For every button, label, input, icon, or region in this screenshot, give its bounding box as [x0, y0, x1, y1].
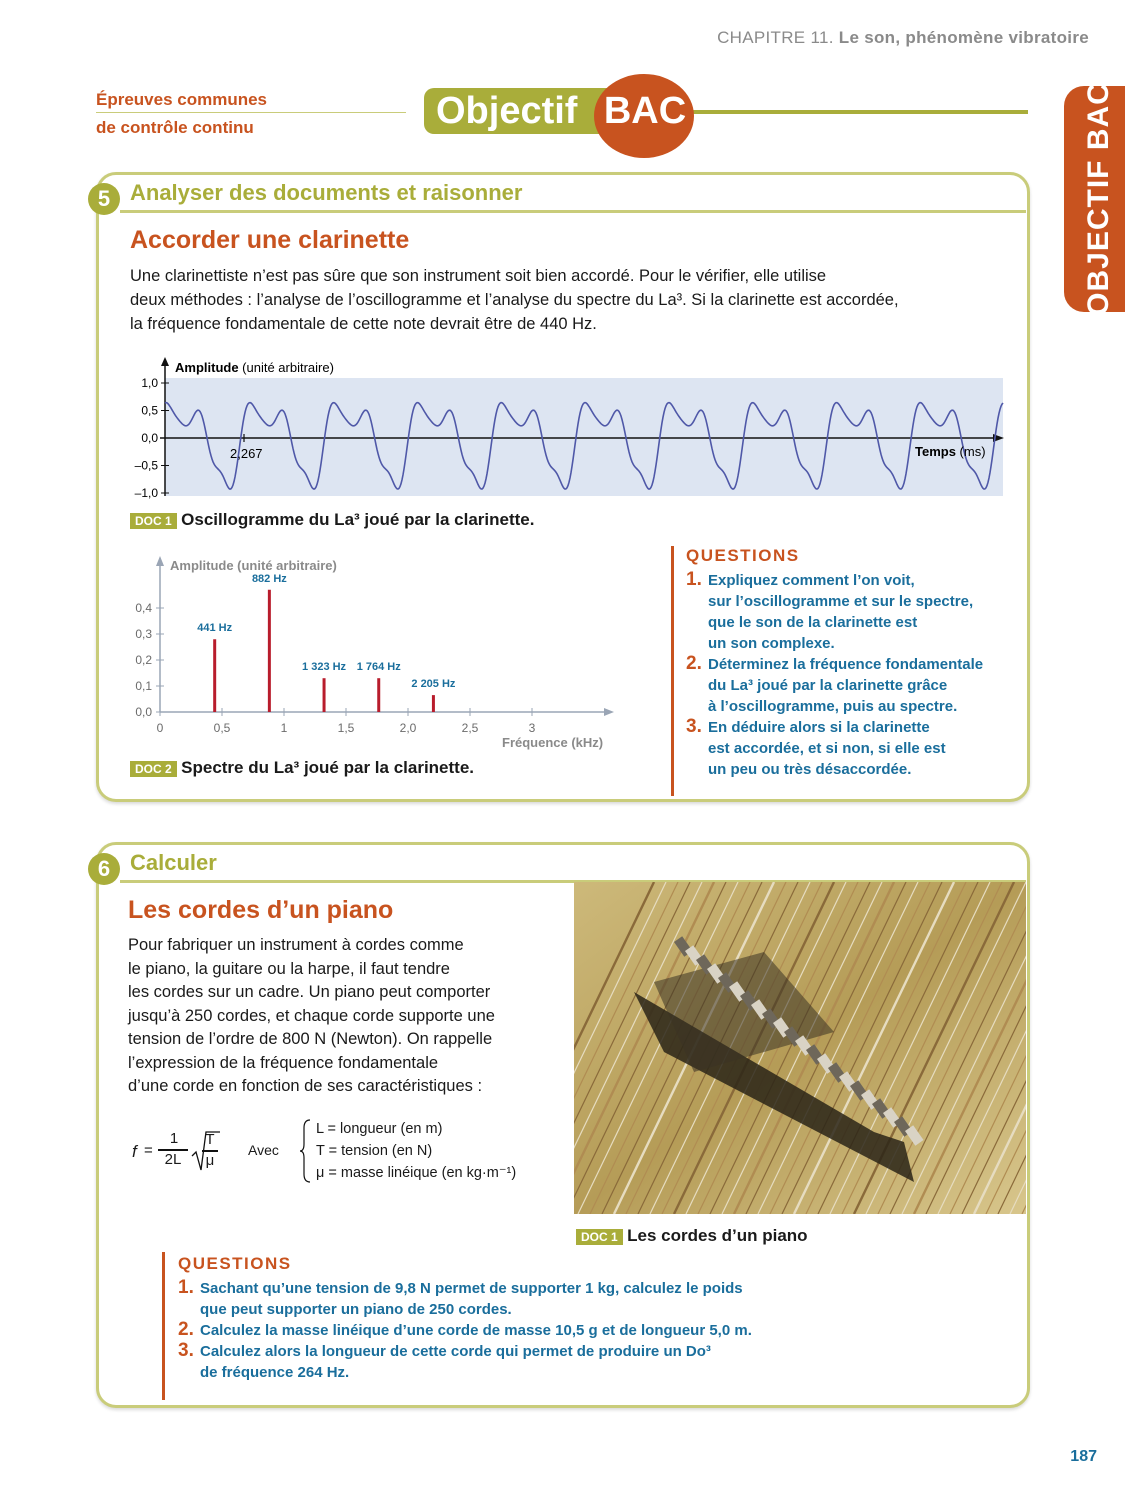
spectrum-bar-label: 1 323 Hz [302, 661, 347, 674]
question-number: 2. [686, 653, 702, 674]
y-tick-label: –0,5 [134, 458, 158, 473]
legend-line: L = longueur (en m) [316, 1121, 443, 1137]
side-tab-label: OBJECTIF BAC [1082, 82, 1115, 316]
question-number: 2. [178, 1319, 194, 1340]
x-tick-label: 1,5 [337, 721, 355, 735]
question-number: 1. [686, 569, 702, 590]
x-tick-label: 0,5 [213, 721, 231, 735]
spectrum-bars [197, 573, 456, 712]
y-tick-label: –1,0 [134, 486, 158, 500]
question-number: 1. [178, 1277, 194, 1298]
exercise-5-intro [130, 264, 1010, 336]
oscillogram-chart [120, 352, 1010, 502]
question-line: Calculez alors la longueur de cette corde qui permet de produire un Do³ [200, 1343, 711, 1360]
question-5-1 [686, 570, 1006, 654]
question-number: 3. [686, 716, 702, 737]
doc2-caption-row [130, 758, 474, 778]
question-line: de fréquence 264 Hz. [200, 1364, 350, 1381]
intro-line: Une clarinettiste n’est pas sûre que son instrument soit bien accordé. Pour le vérifier, elle utilise [130, 267, 827, 285]
formula-num: 1 [169, 1130, 179, 1147]
doc1-piano-caption: Les cordes d’un piano [627, 1226, 808, 1245]
question-line: un son complexe. [708, 635, 835, 652]
question-6-2 [178, 1320, 998, 1341]
exercise-5-heading: Analyser des documents et raisonner [130, 180, 523, 205]
y-tick-label: 1,0 [141, 376, 158, 390]
spectrum-bar-label: 441 Hz [197, 622, 233, 635]
spectrum-bar-label: 2 205 Hz [411, 678, 456, 691]
exercise-5-head-line [120, 210, 1026, 213]
question-line: Sachant qu’une tension de 9,8 N permet de supporter 1 kg, calculez le poids [200, 1280, 743, 1297]
formula-den: 2L [164, 1151, 182, 1168]
questions-6-list [178, 1278, 998, 1383]
x-tick-label: 2,0 [399, 721, 417, 735]
x-annotation: 2,267 [230, 446, 263, 461]
oscillogram-xlabel: Temps (ms) [915, 444, 986, 459]
intro-line: les cordes sur un cadre. Un piano peut comporter [128, 983, 491, 1001]
intro-line: Pour fabriquer un instrument à cordes comme [128, 936, 464, 954]
y-tick-label: 0,0 [141, 431, 158, 445]
legend-line: μ = masse linéique (en kg·m⁻¹) [316, 1165, 517, 1181]
formula-legend [316, 1118, 516, 1184]
intro-line: la fréquence fondamentale de cette note devrait être de 440 Hz. [130, 315, 597, 333]
side-tab-objectif-bac[interactable] [1064, 82, 1125, 316]
x-tick-label: 2,5 [461, 721, 479, 735]
bac-label: BAC [603, 90, 687, 132]
question-line: sur l’oscillogramme et sur le spectre, [708, 593, 974, 610]
epreuves-divider [96, 112, 406, 113]
question-line: Expliquez comment l’on voit, [708, 572, 915, 589]
page-number: 187 [1070, 1448, 1097, 1465]
exercise-6-number: 6 [88, 853, 120, 885]
exercise-5-title: Accorder une clarinette [130, 226, 410, 254]
spectrum-chart [126, 552, 626, 752]
y-tick-label: 0,4 [135, 601, 152, 615]
spectrum-bar-label: 1 764 Hz [356, 661, 401, 674]
doc1-caption: Oscillogramme du La³ joué par la clarinette. [181, 510, 535, 529]
doc1-tag: DOC 1 [130, 513, 177, 529]
doc1-piano-caption-row [576, 1226, 808, 1246]
question-line: que peut supporter un piano de 250 cordes. [200, 1301, 512, 1318]
question-5-2 [686, 654, 1006, 717]
questions-6-bar [162, 1252, 165, 1400]
question-line: un peu ou très désaccordée. [708, 761, 912, 778]
y-tick-label: 0,5 [141, 403, 158, 418]
intro-line: le piano, la guitare ou la harpe, il faut tendre [128, 959, 450, 978]
formula-f: f [132, 1142, 137, 1161]
intro-line: d’une corde en fonction de ses caractéristiques : [128, 1077, 483, 1095]
question-line: à l’oscillogramme, puis au spectre. [708, 698, 958, 715]
question-5-3 [686, 717, 1006, 780]
y-tick-label: 0,1 [135, 679, 152, 693]
question-6-3 [178, 1341, 998, 1383]
formula-sqrt-den: μ [205, 1152, 215, 1169]
exercise-6-title: Les cordes d’un piano [128, 896, 394, 924]
questions-5-bar [671, 546, 674, 796]
piano-strings-photo [574, 882, 1026, 1214]
doc2-caption: Spectre du La³ joué par la clarinette. [181, 758, 475, 777]
epreuves-line1: Épreuves communes [96, 90, 268, 109]
x-tick-label: 0 [156, 721, 164, 735]
y-tick-label: 0,3 [135, 627, 152, 641]
formula-eq: = [144, 1142, 153, 1159]
question-number: 3. [178, 1340, 194, 1361]
exercise-6-heading: Calculer [130, 850, 217, 875]
chapter-label: CHAPITRE 11. [717, 28, 834, 47]
x-tick-label: 3 [528, 721, 536, 735]
exercise-6-intro [128, 934, 568, 1099]
spectrum-xlabel: Fréquence (kHz) [502, 735, 604, 750]
formula-sqrt-num: T [205, 1131, 215, 1148]
epreuves-line2: de contrôle continu [96, 118, 254, 137]
intro-line: deux méthodes : l’analyse de l’oscillogramme et l’analyse du spectre du La³. Si la clarinette est accordée, [130, 291, 899, 309]
intro-line: tension de l’ordre de 800 N (Newton). On rappelle [128, 1030, 493, 1048]
y-ticks [135, 376, 169, 500]
intro-line: l’expression de la fréquence fondamentale [128, 1053, 439, 1072]
chapter-title: Le son, phénomène vibratoire [838, 28, 1089, 47]
spectrum-bar-label: 882 Hz [251, 572, 287, 585]
y-tick-label: 0,2 [135, 653, 152, 667]
question-line: est accordée, et si non, si elle est [708, 740, 946, 757]
legend-brace [298, 1118, 312, 1184]
legend-line: T = tension (en N) [316, 1143, 433, 1159]
exercise-5-number: 5 [88, 183, 120, 215]
questions-5-title: QUESTIONS [686, 546, 800, 565]
question-line: Déterminez la fréquence fondamentale [708, 656, 984, 673]
questions-5-list [686, 570, 1006, 780]
doc1-caption-row [130, 510, 534, 530]
questions-6-title: QUESTIONS [178, 1254, 292, 1273]
doc1-piano-tag: DOC 1 [576, 1229, 623, 1245]
intro-line: jusqu’à 250 cordes, et chaque corde supporte une [128, 1006, 495, 1025]
question-6-1 [178, 1278, 998, 1320]
objectif-title: Objectif [436, 90, 578, 132]
spectrum-ylabel: Amplitude (unité arbitraire) [170, 558, 337, 573]
question-line: du La³ joué par la clarinette grâce [708, 677, 948, 694]
spectrum-x-arrow [604, 708, 614, 716]
formula-avec: Avec [248, 1142, 279, 1158]
doc2-tag: DOC 2 [130, 761, 177, 777]
y-axis-arrow [161, 357, 169, 366]
spectrum-axes [135, 556, 614, 735]
question-line: que le son de la clarinette est [708, 614, 918, 631]
spectrum-y-arrow [156, 556, 164, 566]
chapter-header [717, 28, 1089, 48]
epreuves-label [96, 86, 267, 142]
question-line: En déduire alors si la clarinette [708, 719, 930, 736]
oscillogram-ylabel: Amplitude (unité arbitraire) [175, 360, 334, 375]
y-tick-label: 0,0 [135, 705, 152, 719]
x-tick-label: 1 [280, 721, 288, 735]
question-line: Calculez la masse linéique d’une corde de masse 10,5 g et de longueur 5,0 m. [200, 1322, 752, 1339]
